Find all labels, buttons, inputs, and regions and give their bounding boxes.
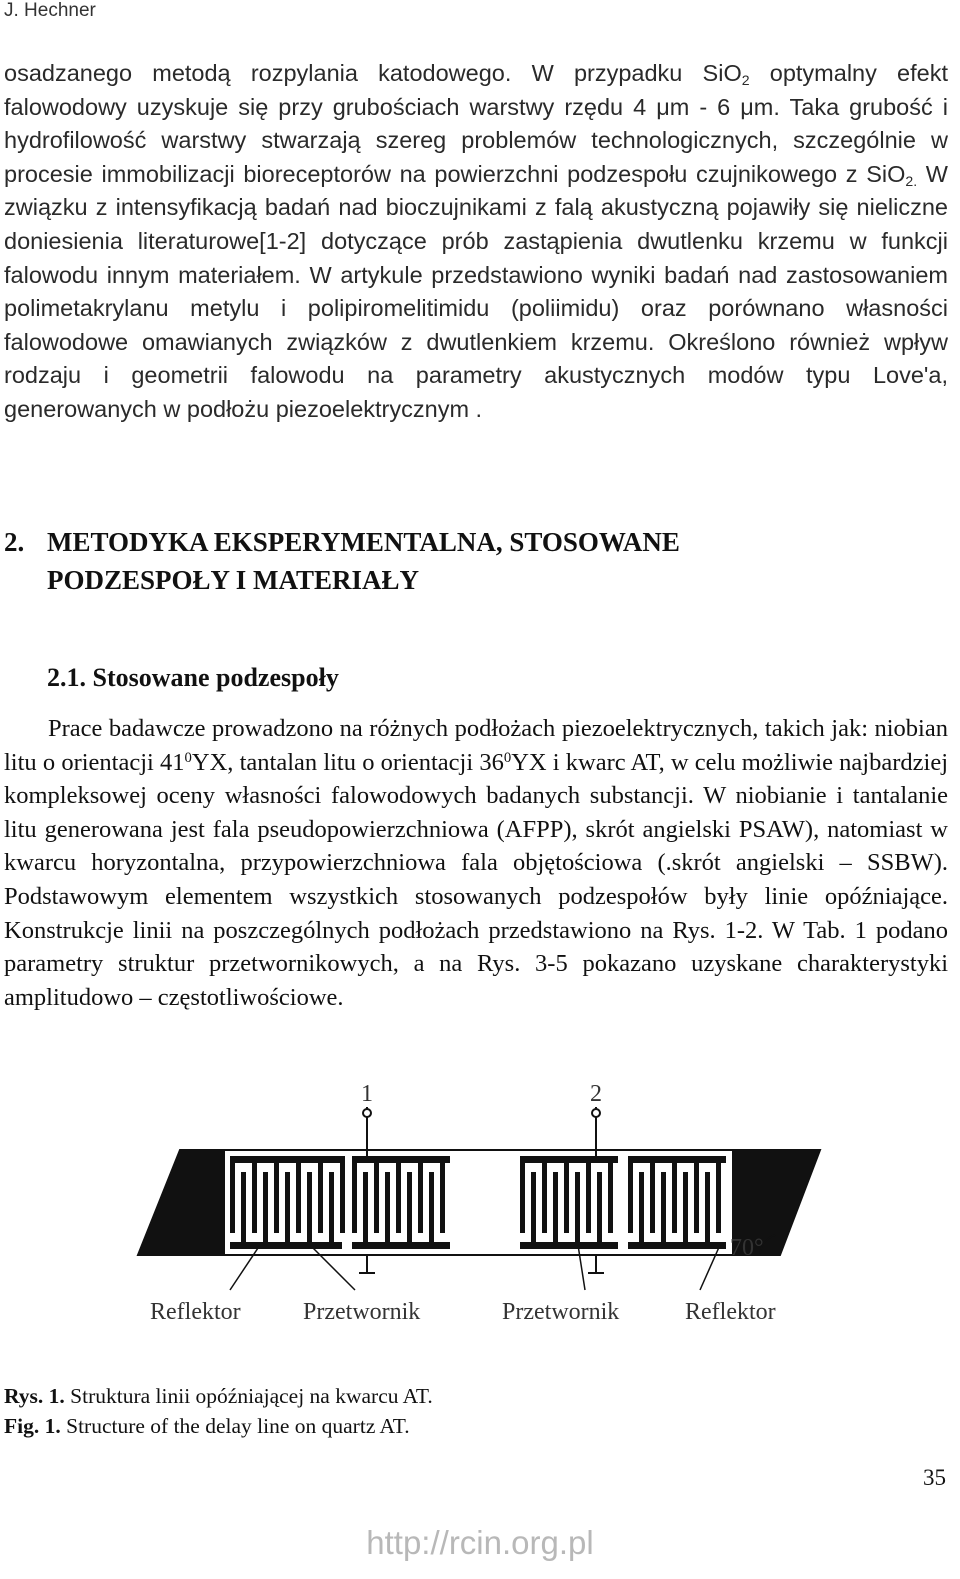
label-przetwornik-left: Przetwornik	[303, 1299, 421, 1325]
angle-label: 70°	[730, 1235, 764, 1261]
transducer-right-finger	[597, 1172, 602, 1249]
transducer-right-finger	[608, 1156, 613, 1233]
reflector-right-finger	[705, 1172, 710, 1249]
page-number: 35	[923, 1465, 946, 1490]
label-przetwornik-right: Przetwornik	[502, 1299, 620, 1325]
reflector-left-top-bus	[230, 1156, 342, 1163]
transducer-left-finger	[385, 1172, 390, 1249]
reflector-right-finger	[650, 1156, 655, 1233]
reflector-right-finger	[672, 1156, 677, 1233]
transducer-right-finger	[531, 1172, 536, 1249]
reflector-right-finger	[639, 1172, 644, 1249]
terminal-label-1: 1	[361, 1081, 373, 1107]
reflector-right-finger	[628, 1156, 633, 1233]
section-heading	[4, 523, 680, 599]
reflector-left-wedge	[138, 1150, 225, 1255]
transducer-right-finger	[520, 1156, 525, 1233]
reflector-right-finger	[716, 1156, 721, 1233]
delay-line-diagram	[138, 1107, 820, 1290]
label-reflektor-left: Reflektor	[150, 1299, 241, 1325]
terminal-2-pin	[592, 1109, 600, 1117]
transducer-left-finger	[407, 1172, 412, 1249]
transducer-left-finger	[374, 1156, 379, 1233]
transducer-left-finger	[418, 1156, 423, 1233]
reflector-right-finger	[683, 1172, 688, 1249]
intro-paragraph: osadzanego metodą rozpylania katodowego. W przypadku SiO$_2$ optymalny efekt falowodowy uzyskuje się przy grubościach warstwy rzędu 4 μm - 6 μm. Taka grubość i hydrofilowość warstwy stwarzają szereg problemów technologicznych, szczególnie w procesie immobilizacji bioreceptorów na powierzchni podzespołu czujnikowego z SiO$_{2.}$ W związku z intensyfikacją badań nad bioczujnikami z falą akustyczną pojawiły się nieliczne doniesienia literaturowe[1-2] dotyczące prób zastąpienia dwutlenku krzemu w funkcji falowodu innym materiałem. W artykule przedstawiono wyniki badań nad zastosowaniem polimetakrylanu metylu i polipiromelitimidu (poliimidu) oraz porównano własności falowodowe omawianych związków z dwutlenkiem krzemu. Określono również wpływ rodzaju i geometrii falowodu na parametry akustycznych modów typu Love'a, generowanych w podłożu piezoelektrycznym .	[4, 60, 949, 422]
transducer-right-finger	[586, 1156, 591, 1233]
terminal-1-pin	[363, 1109, 371, 1117]
transducer-right-finger	[553, 1172, 558, 1249]
reflector-left-finger	[340, 1156, 345, 1233]
transducer-left-finger	[396, 1156, 401, 1233]
reflector-left-finger	[263, 1172, 268, 1249]
caption-polish: Rys. 1. Struktura linii opóźniającej na kwarcu AT.	[4, 1384, 433, 1408]
transducer-left-finger	[352, 1156, 357, 1233]
reflector-right-finger	[661, 1172, 666, 1249]
label-reflektor-right: Reflektor	[685, 1299, 776, 1325]
transducer-left-finger	[440, 1156, 445, 1233]
body-paragraph: Prace badawcze prowadzono na różnych podłożach piezoelektrycznych, takich jak: niobian litu o orientacji $41^0YX$, tantalan litu o orientacji $36^0YX$ i kwarc AT, w celu możliwie najbardziej kompleksowej oceny własności falowodowych badanych substancji. W niobianie i tantalanie litu generowana jest fala pseudopowierzchniowa (AFPP), skrót angielski PSAW), natomiast w kwarcu horyzontalna, przypowierzchniowa fala objętościowa (.skrót angielski – SSBW). Podstawowym elementem wszystkich stosowanych podzespołów były linie opóźniające. Konstrukcje linii na poszczególnych podłożach przedstawiono na Rys. 1-2. W Tab. 1 podano parametry struktur przetwornikowych, a na Rys. 3-5 pokazano uzyskane charakterystyki amplitudowo – częstotliwościowe.	[4, 715, 949, 1011]
reflector-left-finger	[230, 1156, 235, 1233]
transducer-left-finger	[363, 1172, 368, 1249]
reflector-left-finger	[274, 1156, 279, 1233]
transducer-right-finger	[575, 1172, 580, 1249]
footer-url: http://rcin.org.pl	[366, 1524, 594, 1561]
caption-english: Fig. 1. Structure of the delay line on quartz AT.	[4, 1414, 410, 1438]
terminal-label-2: 2	[590, 1081, 602, 1107]
reflector-left-finger	[252, 1156, 257, 1233]
subsection-heading: 2.1. Stosowane podzespoły	[47, 663, 339, 692]
transducer-right-finger	[542, 1156, 547, 1233]
section-title-line2: PODZESPOŁY I MATERIAŁY	[47, 565, 420, 595]
reflector-left-finger	[241, 1172, 246, 1249]
section-title-line1: METODYKA EKSPERYMENTALNA, STOSOWANE	[47, 527, 680, 557]
reflector-left-finger	[318, 1156, 323, 1233]
transducer-left-finger	[429, 1172, 434, 1249]
reflector-left-finger	[329, 1172, 334, 1249]
reflector-left-finger	[307, 1172, 312, 1249]
transducer-right-finger	[564, 1156, 569, 1233]
running-header: J. Hechner	[4, 0, 96, 21]
section-number: 2.	[4, 527, 25, 557]
reflector-left-finger	[285, 1172, 290, 1249]
delay-line-figure	[120, 1075, 840, 1335]
reflector-right-finger	[694, 1156, 699, 1233]
reflector-left-finger	[296, 1156, 301, 1233]
